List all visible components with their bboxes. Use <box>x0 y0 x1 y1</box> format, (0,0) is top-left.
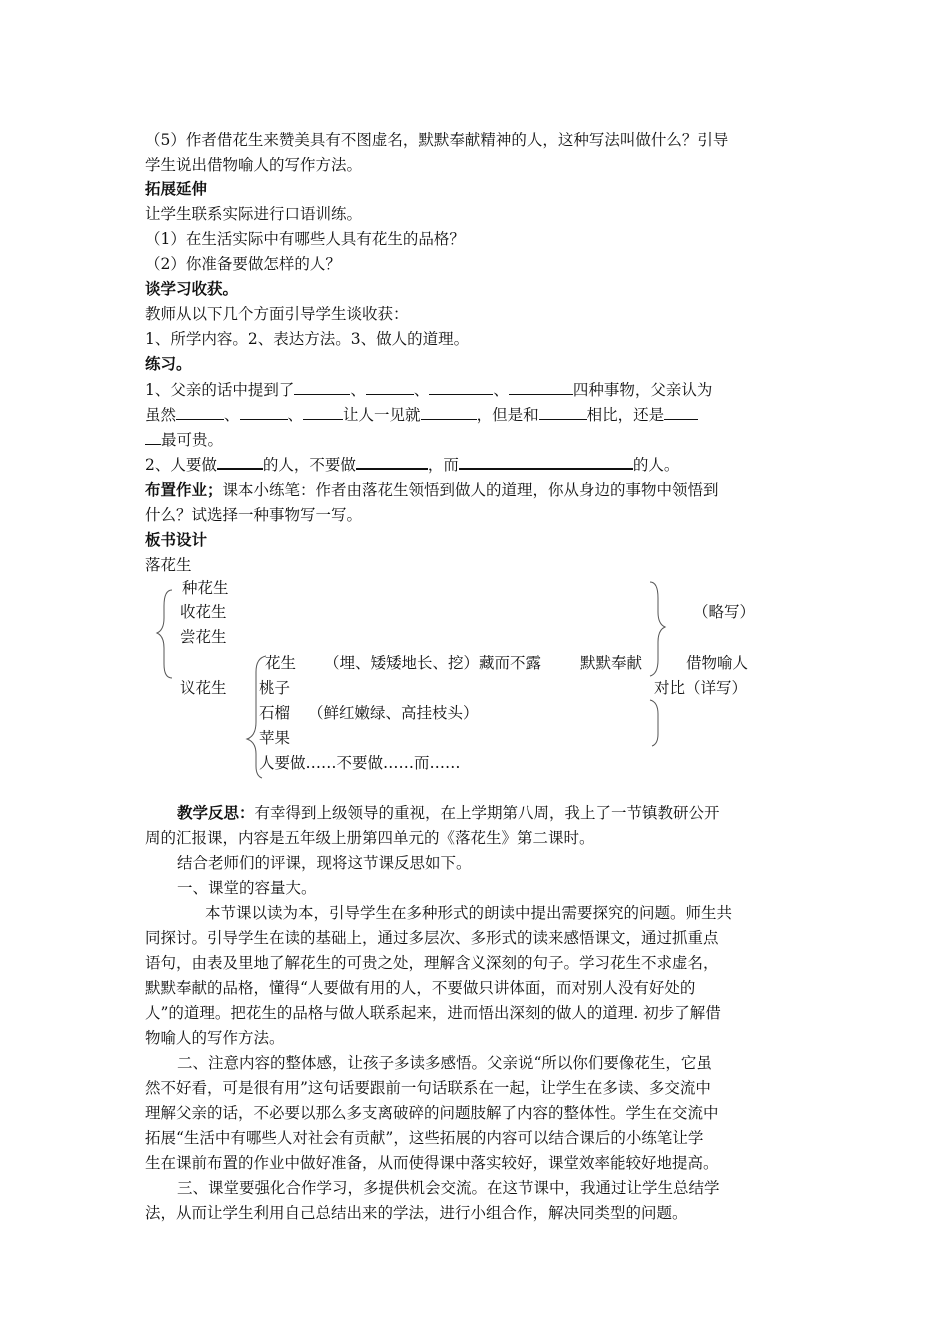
exercise-text: 四种事物，父亲认为 <box>572 381 713 399</box>
board-peanut: 花生 <box>265 654 297 672</box>
board-pomegranate-desc: （鲜红嫩绿、高挂枝头） <box>308 704 479 722</box>
exercise-text: 、 <box>350 381 366 399</box>
board-heading: 板书设计 <box>145 531 208 549</box>
extend-question-1: （1）在生活实际中有哪些人具有花生的品格？ <box>145 230 465 248</box>
section-2-line-5: 生在课前布置的作业中做好准备，从而使得课中落实较好，课堂效率能较好地提高。 <box>145 1154 719 1172</box>
exercise-text: 的人。 <box>632 456 680 474</box>
board-peanut-desc: （埋、矮矮地长、挖）藏而不露 <box>324 654 542 672</box>
section-3-line-2: 法，从而让学生利用自己总结出来的学法，进行小组合作，解决同类型的问题。 <box>145 1204 688 1222</box>
board-contrast: 对比（详写） <box>654 679 748 697</box>
exercise-text: 虽然 <box>145 406 177 424</box>
homework-heading: 布置作业； <box>145 481 223 499</box>
exercise-text: 相比，还是 <box>586 406 665 424</box>
section-2-line-3: 理解父亲的话，不必要以那么多支离破碎的问题肢解了内容的整体性。学生在交流中 <box>145 1104 719 1122</box>
section-2-line-1: 二、注意内容的整体感，让孩子多读多感悟。父亲说“所以你们要像花生，它虽 <box>177 1054 712 1072</box>
extend-intro: 让学生联系实际进行口语训练。 <box>145 205 363 223</box>
exercise-heading: 练习。 <box>145 355 192 373</box>
board-harvest: 收花生 <box>180 603 227 621</box>
reflection-line-2: 周的汇报课，内容是五年级上册第四单元的《落花生》第二课时。 <box>145 829 595 847</box>
homework-line-2: 什么？试选择一种事物写一写。 <box>145 506 363 524</box>
exercise-text: 1、父亲的话中提到了 <box>145 381 295 399</box>
board-discuss: 议花生 <box>180 679 227 697</box>
section-1-line-3: 语句，由表及里地了解花生的可贵之处，理解含义深刻的句子。学习花生不求虚名， <box>145 954 719 972</box>
exercise-text: 最可贵。 <box>161 431 224 449</box>
section-1-line-1: 本节课以读为本，引导学生在多种形式的朗读中提出需要探究的问题。师生共 <box>205 904 733 922</box>
board-taste: 尝花生 <box>180 628 227 646</box>
reflection-line-1 <box>177 801 720 825</box>
board-brief: （略写） <box>693 603 756 621</box>
section-3-line-1: 三、课堂要强化合作学习，多提供机会交流。在这节课中，我通过让学生总结学 <box>177 1179 720 1197</box>
board-peach: 桃子 <box>259 679 291 697</box>
section-1-line-6: 物喻人的写作方法。 <box>145 1029 285 1047</box>
harvest-items: 1、所学内容。2、表达方法。3、做人的道理。 <box>145 330 470 348</box>
board-pomegranate: 石榴 <box>259 704 291 722</box>
section-1-heading: 一、课堂的容量大。 <box>177 879 317 897</box>
board-metaphor: 借物喻人 <box>686 654 749 672</box>
exercise-text: 让人一见就 <box>343 406 421 424</box>
board-dedication: 默默奉献 <box>580 654 643 672</box>
reflection-text: 有幸得到上级领导的重视，在上学期第八周，我上了一节镇教研公开 <box>254 804 720 822</box>
section-1-line-4: 默默奉献的品格，懂得“人要做有用的人，不要做只讲体面，而对别人没有好处的 <box>145 979 696 997</box>
board-motto: 人要做……不要做……而…… <box>259 754 461 772</box>
q5-line-2: 学生说出借物喻人的写作方法。 <box>145 156 363 174</box>
exercise-text: ，而 <box>427 456 459 474</box>
exercise-text: 、 <box>224 406 240 424</box>
exercise-text: 、 <box>493 381 509 399</box>
extend-heading: 拓展延伸 <box>145 180 208 198</box>
section-2-line-4: 拓展“生活中有哪些人对社会有贡献”，这些拓展的内容可以结合课后的小练笔让学 <box>145 1129 704 1147</box>
board-plant: 种花生 <box>182 579 229 597</box>
homework-text: 课本小练笔：作者由落花生领悟到做人的道理，你从身边的事物中领悟到 <box>222 481 719 499</box>
exercise-text: 2、人要做 <box>145 456 217 474</box>
harvest-intro: 教师从以下几个方面引导学生谈收获： <box>145 305 409 323</box>
q5-line-1: （5）作者借花生来赞美具有不图虚名，默默奉献精神的人，这种写法叫做什么？引导 <box>145 131 729 149</box>
exercise-text: 、 <box>287 406 304 424</box>
board-apple: 苹果 <box>259 729 291 747</box>
harvest-heading: 谈学习收获。 <box>145 280 239 298</box>
reflection-intro: 结合老师们的评课，现将这节课反思如下。 <box>177 854 472 872</box>
section-1-line-5: 人”的道理。把花生的品格与做人联系起来，进而悟出深刻的做人的道理. 初步了解借 <box>145 1004 721 1022</box>
exercise-text: 、 <box>413 381 430 399</box>
extend-question-2: （2）你准备要做怎样的人？ <box>145 255 341 273</box>
section-1-line-2: 同探讨。引导学生在读的基础上，通过多层次、多形式的读来感悟课文，通过抓重点 <box>145 929 719 947</box>
reflection-heading: 教学反思： <box>177 804 255 822</box>
exercise-text: ，但是和 <box>476 406 539 424</box>
section-2-line-2: 然不好看，可是很有用”这句话要跟前一句话联系在一起，让学生在多读、多交流中 <box>145 1079 711 1097</box>
exercise-text: 的人，不要做 <box>262 456 356 474</box>
board-title: 落花生 <box>145 556 192 574</box>
